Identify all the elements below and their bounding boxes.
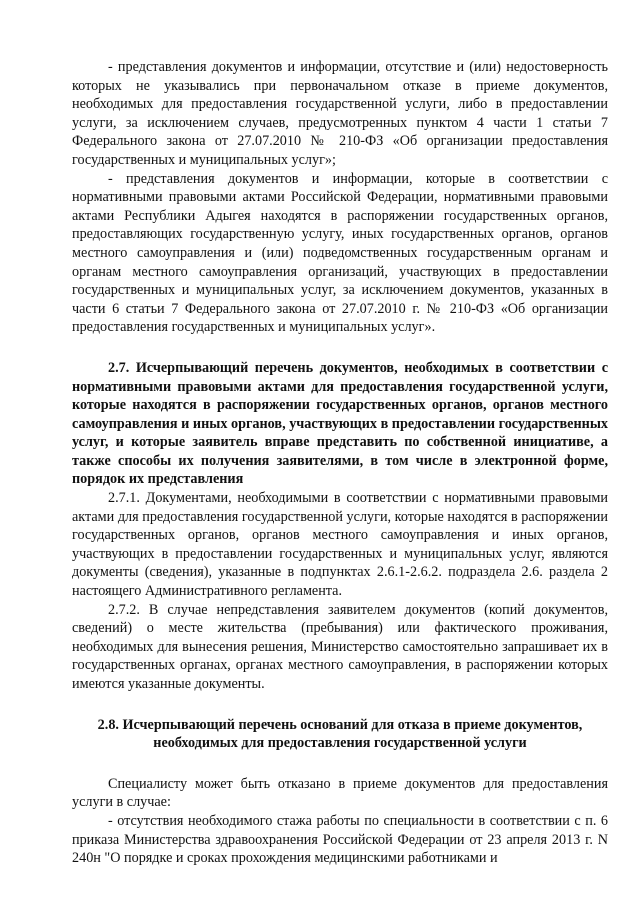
spacer: [72, 337, 608, 359]
spacer: [72, 753, 608, 775]
paragraph-2-8-item-1: - отсутствия необходимого стажа работы по специальности в соответствии с п. 6 приказа Министерства здравоохранения Российской Федерации от 23 апреля 2013 г. N 240н "О порядке и сроках прохождения медицинскими работниками и: [72, 812, 608, 867]
section-heading-2-7: 2.7. Исчерпывающий перечень документов, необходимых в соответствии с нормативными правовыми актами для предоставления государственной услуги, которые находятся в распоряжении государственных органов, органов местного самоуправления и иных органов, участвующих в предоставлении государственных услуг, и которые заявитель вправе представить по собственной инициативе, а также способы их получения заявителями, в том числе в электронной форме, порядок их представления: [72, 359, 608, 488]
paragraph-refusal-grounds-2: - представления документов и информации, которые в соответствии с нормативными правовыми актами Российской Федерации, нормативными правовыми актами Республики Адыгея находятся в распоряжении государственных органов, предоставляющих государственную услугу, иных государственных органов, органов местного самоуправления и (или) подведомственных государственным органам и органам местного самоуправления организаций, участвующих в предоставлении государственных и муниципальных услуг, за исключением документов, указанных в части 6 статьи 7 Федерального закона от 27.07.2010 г. № 210-ФЗ «Об организации предоставления государственных и муниципальных услуг».: [72, 170, 608, 336]
paragraph-refusal-grounds-1: - представления документов и информации, отсутствие и (или) недостоверность которых не указывались при первоначальном отказе в приеме документов, необходимых для предоставления государственной услуги, либо в предоставлении услуги, за исключением случаев, предусмотренных пунктом 4 части 1 статьи 7 Федерального закона от 27.07.2010 № 210-ФЗ «Об организации предоставления государственных и муниципальных услуг»;: [72, 59, 608, 168]
paragraph-2-7-2: 2.7.2. В случае непредставления заявителем документов (копий документов, сведений) о месте жительства (пребывания) или фактического проживания, необходимых для вынесения решения, Министерство самостоятельно запрашивает их в государственных органах, органах местного самоуправления, в распоряжении которых имеются указанные документы.: [72, 601, 608, 692]
paragraph-2-7-1: 2.7.1. Документами, необходимыми в соответствии с нормативными правовыми актами для предоставления государственной услуги, которые находятся в распоряжении государственных органов, органов местного самоуправления и иных органов, участвующих в предоставлении государственных и муниципальных услуг, являются документы (сведения), указанные в подпунктах 2.6.1-2.6.2. подраздела 2.6. раздела 2 настоящего Административного регламента.: [72, 490, 608, 600]
paragraph-2-8-intro: Специалисту может быть отказано в приеме документов для предоставления услуги в случае:: [72, 775, 608, 811]
document-page: [72, 58, 608, 868]
section-heading-2-8: 2.8. Исчерпывающий перечень оснований для отказа в приеме документов, необходимых для предоставления государственной услуги: [97, 716, 583, 752]
spacer: [72, 694, 608, 716]
